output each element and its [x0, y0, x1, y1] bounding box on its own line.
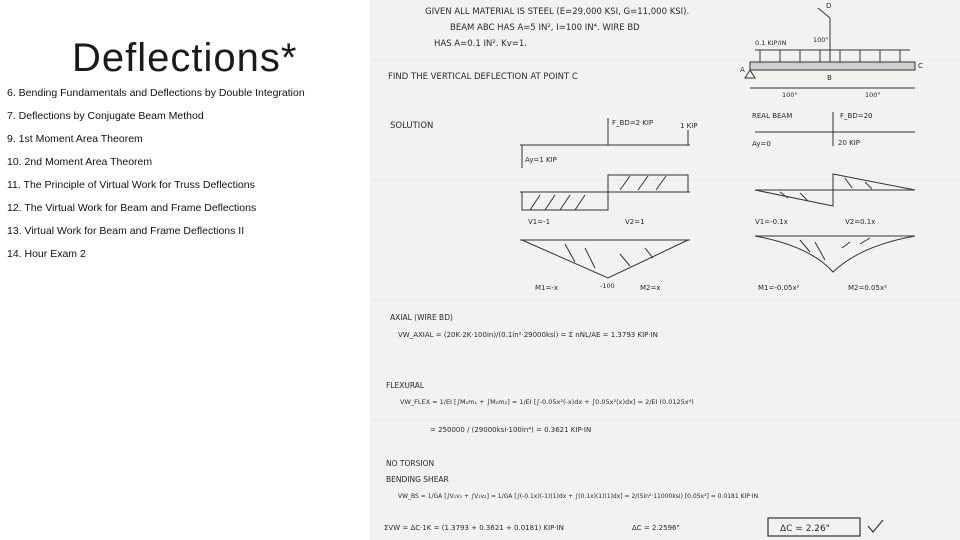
topic-item: 11. The Principle of Virtual Work for Truss Deflections	[7, 179, 255, 191]
slide-text-panel	[0, 0, 370, 540]
solution-heading: SOLUTION	[390, 121, 434, 131]
flexural-heading: FLEXURAL	[386, 381, 425, 390]
topic-item: 7. Deflections by Conjugate Beam Method	[7, 110, 204, 122]
real-m2: M2=0.05x²	[848, 284, 887, 292]
unit-load-label: 1 KIP	[680, 122, 698, 130]
handwritten-solution-scan	[370, 0, 960, 540]
checkmark-icon	[868, 520, 883, 532]
given-line-3: HAS A=0.1 IN². Kv=1.	[434, 39, 527, 49]
point-a-label: A	[740, 66, 745, 74]
delta-c-calc: ΔC = 2.2596"	[632, 524, 680, 532]
distributed-load-label: 0.1 KIP/IN	[755, 39, 787, 47]
real-moment-diagram	[755, 236, 915, 272]
find-line: FIND THE VERTICAL DEFLECTION AT POINT C	[388, 72, 578, 82]
topic-item: 13. Virtual Work for Beam and Frame Deflections II	[7, 225, 245, 237]
wire-length-label: 100"	[813, 36, 829, 44]
span-bc-label: 100"	[865, 91, 881, 99]
axial-equation: VW_AXIAL = (20K·2K·100in)/(0.1in²·29000ksi) = Σ nNL/AE = 1.3793 KIP·IN	[398, 331, 658, 339]
virtual-m1: M1=-x	[535, 284, 559, 292]
real-load-label: 20 KIP	[838, 139, 861, 147]
virtual-m2: M2=x	[640, 284, 661, 292]
real-fbd-label: F_BD=20	[840, 112, 873, 120]
real-v2: V2=0.1x	[845, 218, 876, 226]
virtual-fbd-label: F_BD=2 KIP	[612, 119, 654, 127]
point-d-label: D	[826, 2, 832, 10]
shear-equation: VW_BS = 1/GA [∫V₁v₁ + ∫V₂v₂] = 1/GA [∫(-0.1x)(-1)(1)dx + ∫(0.1x)(1)(1)dx] = 2/(5in²·11000ksi) [0.05x²] = 0.0181 KIP·IN	[398, 493, 759, 500]
real-m1: M1=-0.05x²	[758, 284, 800, 292]
topic-list	[7, 87, 307, 271]
virtual-moment-diagram	[520, 240, 690, 278]
flexural-equation: VW_FLEX = 1/EI [∫M₁m₁ + ∫M₂m₂] = 1/EI [∫-0.05x²(-x)dx + ∫0.05x²(x)dx] = 2/EI (0.0125x⁴)	[400, 398, 694, 406]
real-v1: V1=-0.1x	[755, 218, 788, 226]
point-b-label: B	[827, 74, 832, 82]
flexural-result: = 250000 / (29000ksi·100in⁴) = 0.3621 KIP·IN	[430, 426, 592, 434]
real-beam-heading: REAL BEAM	[752, 112, 793, 120]
virtual-v2: V2=1	[625, 218, 645, 226]
given-line-1: GIVEN ALL MATERIAL IS STEEL (E=29,000 KSI, G=11,000 KSI).	[425, 7, 690, 17]
given-line-2: BEAM ABC HAS A=5 IN², I=100 IN⁴. WIRE BD	[450, 23, 640, 33]
point-c-label: C	[918, 62, 923, 70]
moment-peak-label: -100	[600, 282, 615, 290]
shear-heading: BENDING SHEAR	[386, 475, 449, 484]
slide-title: Deflections*	[72, 36, 298, 80]
sum-equation: ΣVW = ΔC·1K = (1.3793 + 0.3621 + 0.0181) KIP·IN	[384, 524, 564, 532]
topic-item: 12. The Virtual Work for Beam and Frame Deflections	[7, 202, 257, 214]
torsion-note: NO TORSION	[386, 459, 435, 468]
real-ay-label: Ay=0	[752, 140, 771, 148]
topic-item: 14. Hour Exam 2	[7, 248, 86, 260]
virtual-v1: V1=-1	[528, 218, 551, 226]
span-ab-label: 100"	[782, 91, 798, 99]
topic-item: 9. 1st Moment Area Theorem	[7, 133, 143, 145]
topic-item: 6. Bending Fundamentals and Deflections by Double Integration	[7, 87, 305, 99]
delta-c-final: ΔC = 2.26"	[780, 524, 830, 534]
handwritten-notes-drawing	[370, 0, 960, 540]
axial-heading: AXIAL (WIRE BD)	[390, 313, 453, 322]
virtual-ay-label: Ay=1 KIP	[525, 156, 557, 164]
topic-item: 10. 2nd Moment Area Theorem	[7, 156, 153, 168]
real-shear-diagram	[755, 174, 915, 206]
